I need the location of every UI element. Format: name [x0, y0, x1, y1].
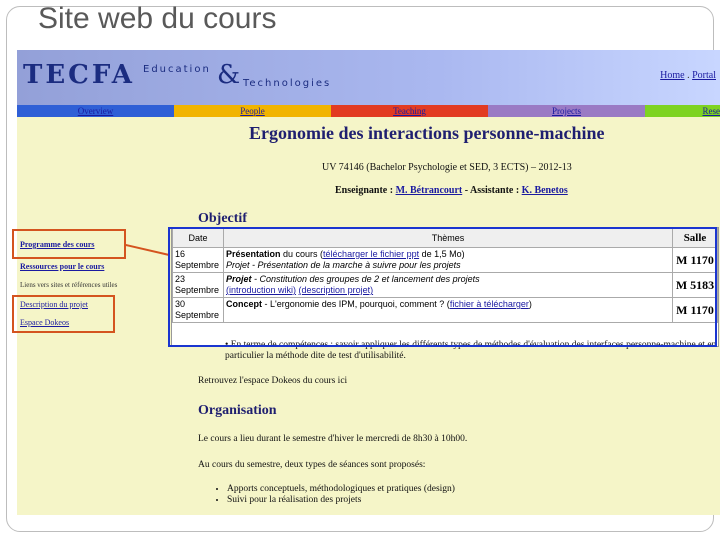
left-link-programme[interactable]: Programme des cours	[20, 240, 95, 249]
page-title: Ergonomie des interactions personne-machine	[249, 123, 605, 143]
header-themes: Thèmes	[224, 229, 673, 248]
row-date: 30 Septembre	[173, 298, 224, 323]
row-text: - L'ergonomie des IPM, pourquoi, comment ? (	[262, 299, 450, 309]
nav-people[interactable]: People	[174, 105, 331, 117]
top-links-separator: .	[687, 70, 690, 81]
row-date: 23 Septembre	[173, 273, 224, 298]
logo-ampersand: &	[217, 60, 241, 90]
organisation-text-1: Le cours a lieu durant le semestre d'hiver le mercredi de 8h30 à 10h00.	[198, 434, 468, 444]
teacher-label: Enseignante :	[335, 185, 394, 196]
left-link-ressources-wrap	[20, 262, 104, 271]
left-link-description[interactable]: Description du projet	[20, 300, 88, 309]
organisation-heading: Organisation	[198, 403, 277, 418]
row-room: M 1170	[673, 298, 718, 323]
row-link[interactable]: (introduction wiki)	[226, 285, 297, 295]
competence-text-body: En terme de compétences : savoir appliquer les différents types de méthodes d'évaluation des interfaces personne-machine et en particulier la méthode dite de test d'utilisabilité.	[225, 340, 717, 361]
list-item: • Suivi pour la réalisation des projets	[227, 495, 455, 506]
row-lead: Présentation	[226, 249, 281, 259]
dokeos-text: Retrouvez l'espace Dokeos du cours ici	[198, 376, 348, 386]
portal-link[interactable]: Portal	[692, 70, 716, 81]
row-link2[interactable]: (description projet)	[298, 285, 374, 295]
tecfa-logo[interactable]: TECFA	[23, 60, 135, 90]
row-lead: Concept	[226, 299, 262, 309]
organisation-list	[213, 484, 455, 506]
row-text2: de 1,5 Mo)	[419, 249, 465, 259]
assistant-label: - Assistante :	[464, 185, 520, 196]
row-text: du cours (	[280, 249, 324, 259]
logo-education-text: Education	[143, 64, 211, 75]
site-navbar	[17, 105, 720, 117]
header-salle: Salle	[673, 229, 718, 248]
logo-technologies-text: Technologies	[243, 78, 332, 89]
site-banner	[17, 50, 720, 105]
nav-teaching[interactable]: Teaching	[331, 105, 488, 117]
highlight-schedule-box	[168, 227, 717, 347]
course-info: UV 74146 (Bachelor Psychologie et SED, 3 ECTS) – 2012-13	[322, 162, 572, 173]
slide-title: Site web du cours	[38, 2, 277, 35]
teacher-link[interactable]: M. Bétrancourt	[395, 185, 463, 196]
organisation-text-2: Au cours du semestre, deux types de séances sont proposés:	[198, 460, 426, 470]
home-link[interactable]: Home	[660, 70, 685, 81]
left-link-espace[interactable]: Espace Dokeos	[20, 318, 70, 327]
objectif-heading: Objectif	[198, 211, 247, 226]
left-link-ressources[interactable]: Ressources pour le cours	[20, 262, 105, 271]
nav-research[interactable]: Rese	[645, 105, 720, 117]
assistant-link[interactable]: K. Benetos	[521, 185, 568, 196]
row-text: - Constitution des groupes de 2 et lancement des projets	[251, 274, 480, 284]
row-room: M 5183	[673, 273, 718, 298]
nav-projects[interactable]: Projects	[488, 105, 645, 117]
row-lead: Projet	[226, 274, 252, 284]
header-date: Date	[173, 229, 224, 248]
top-links	[660, 70, 716, 81]
row-date: 16 Septembre	[173, 248, 224, 273]
competence-text: • En terme de compétences : savoir appliquer les différents types de méthodes d'évaluation des interfaces personne-machine et en particulier la méthode dite de test d'utilisabilité.	[225, 340, 717, 361]
row-link[interactable]: télécharger le fichier ppt	[323, 249, 420, 259]
highlight-programme-box	[12, 229, 126, 259]
row-room: M 1170	[673, 248, 718, 273]
row-link[interactable]: fichier à télécharger	[449, 299, 529, 309]
list-item: • Apports conceptuels, méthodologiques et pratiques (design)	[227, 484, 455, 495]
left-liens-text: Liens vers sites et références utiles	[20, 281, 118, 289]
row-text2: )	[528, 299, 532, 309]
highlight-description-box	[12, 295, 115, 333]
nav-overview[interactable]: Overview	[17, 105, 174, 117]
row-line2: Projet - Présentation de la marche à suivre pour les projets	[226, 260, 461, 270]
staff-info	[335, 185, 568, 196]
